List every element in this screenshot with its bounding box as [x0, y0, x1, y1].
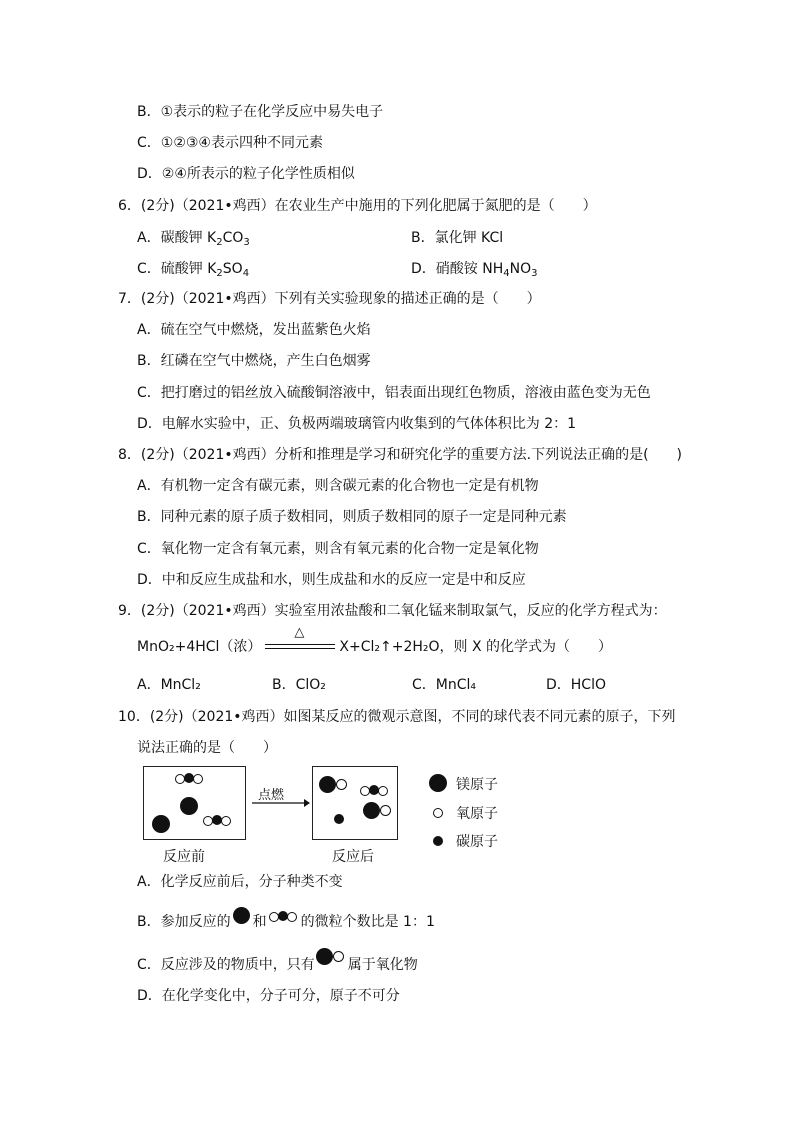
q6-stem: 6．(2分)（2021•鸡西）在农业生产中施用的下列化肥属于氮肥的是（ ）: [118, 198, 597, 214]
inline-co2-icon: [269, 916, 299, 928]
oxygen-atom: [336, 779, 347, 790]
q10-option-a: A．化学反应前后，分子种类不变: [137, 874, 343, 890]
q9-equation-left: MnO₂+4HCl（浓）: [137, 639, 262, 655]
q7-option-c: C．把打磨过的铝丝放入硫酸铜溶液中，铝表面出现红色物质，溶液由蓝色变为无色: [137, 385, 651, 401]
q10-option-c: C．反应涉及的物质中，只有 属于氧化物: [137, 955, 418, 975]
q5-option-b: B．①表示的粒子在化学反应中易失电子: [137, 104, 384, 120]
q9-equation-arrow: [261, 625, 339, 657]
inline-mgo-icon: [316, 956, 347, 974]
q10-stem-line1: 10．(2分)（2021•鸡西）如图某反应的微观示意图，不同的球代表不同元素的原子，下列: [118, 709, 676, 725]
oxygen-atom: [221, 816, 231, 826]
q10-option-b: B．参加反应的 和 的微粒个数比是 1：1: [137, 912, 435, 932]
reaction-condition-label: 点燃: [258, 788, 285, 803]
inline-magnesium-icon: [233, 913, 251, 931]
legend-magnesium-icon: [429, 774, 447, 792]
q6-option-b: B．氯化钾 KCl: [411, 230, 504, 246]
q7-option-d: D．电解水实验中，正、负极两端玻璃管内收集到的气体体积比为 2：1: [137, 416, 577, 432]
q10-stem-line2: 说法正确的是（ ）: [137, 740, 277, 756]
carbon-atom: [334, 814, 344, 824]
q8-option-c: C．氧化物一定含有氧元素，则含有氧元素的化合物一定是氧化物: [137, 541, 539, 557]
q7-option-a: A．硫在空气中燃烧，发出蓝紫色火焰: [137, 322, 371, 338]
q5-option-d: D．②④所表示的粒子化学性质相似: [137, 166, 355, 182]
magnesium-atom: [152, 815, 170, 833]
legend-oxygen-label: 氧原子: [456, 806, 498, 822]
legend-carbon-icon: [433, 836, 443, 846]
magnesium-atom: [180, 797, 198, 815]
legend-magnesium-label: 镁原子: [456, 777, 498, 793]
q9-option-a: A．MnCl₂: [137, 677, 201, 693]
q6-option-a: A．碳酸钾 $K_2CO_3$: [137, 230, 250, 248]
q9-equation: [137, 625, 613, 657]
magnesium-atom: [319, 776, 336, 793]
oxygen-atom: [378, 786, 388, 796]
q5-option-c: C．①②③④表示四种不同元素: [137, 135, 323, 151]
q6-option-c: C．硫酸钾 $K_2SO_4$: [137, 261, 250, 279]
q7-stem: 7．(2分)（2021•鸡西）下列有关实验现象的描述正确的是（ ）: [118, 291, 541, 307]
q8-stem: 8．(2分)（2021•鸡西）分析和推理是学习和研究化学的重要方法.下列说法正确的是( ): [118, 447, 682, 463]
legend-oxygen-icon: [433, 808, 443, 818]
q8-option-b: B．同种元素的原子质子数相同，则质子数相同的原子一定是同种元素: [137, 509, 567, 525]
q9-option-c: C．MnCl₄: [412, 677, 477, 693]
reaction-after-box: [312, 766, 398, 840]
q9-option-d: D．HClO: [546, 677, 606, 693]
q9-heat-condition: △: [294, 625, 305, 640]
q9-stem: 9．(2分)（2021•鸡西）实验室用浓盐酸和二氧化锰来制取氯气，反应的化学方程式为：: [118, 603, 667, 619]
reaction-before-box: [143, 766, 246, 840]
q7-option-b: B．红磷在空气中燃烧，产生白色烟雾: [137, 353, 371, 369]
q8-option-d: D．中和反应生成盐和水，则生成盐和水的反应一定是中和反应: [137, 572, 526, 588]
q8-option-a: A．有机物一定含有碳元素，则含碳元素的化合物也一定是有机物: [137, 478, 539, 494]
q6-option-d: D．硝酸铵 $NH_4NO_3$: [411, 261, 538, 279]
reaction-arrow: [250, 797, 310, 809]
oxygen-atom: [193, 774, 203, 784]
magnesium-atom: [363, 802, 380, 819]
legend-carbon-label: 碳原子: [456, 834, 498, 850]
after-label: 反应后: [332, 849, 374, 865]
before-label: 反应前: [163, 849, 205, 865]
q9-equation-right: X+Cl₂↑+2H₂O，则 X 的化学式为（ ）: [339, 639, 613, 655]
q9-option-b: B．ClO₂: [272, 677, 326, 693]
q10-option-d: D．在化学变化中，分子可分，原子不可分: [137, 988, 400, 1004]
oxygen-atom: [380, 805, 391, 816]
